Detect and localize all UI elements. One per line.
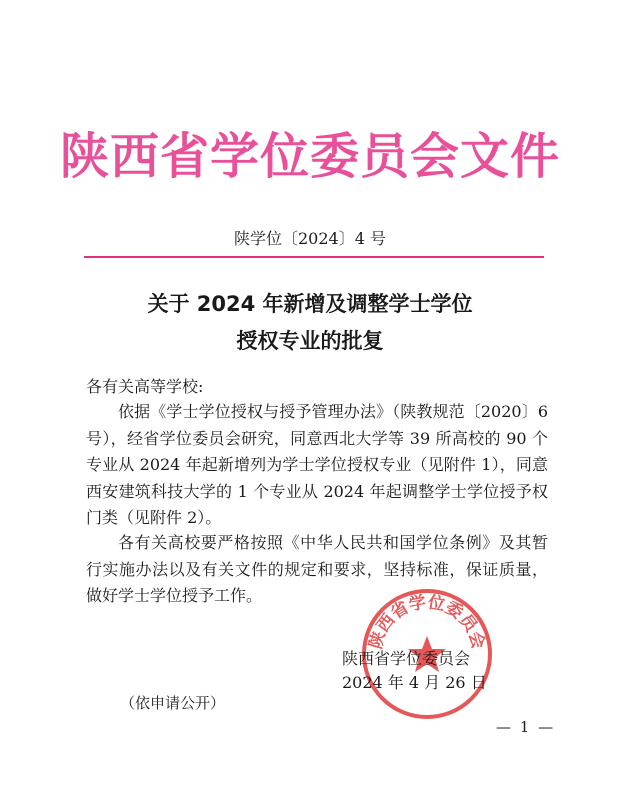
signature-organization: 陕西省学位委员会 <box>342 649 471 668</box>
body-paragraph-1: 依据《学士学位授权与授予管理办法》（陕教规范〔2020〕6 号），经省学位委员会研究，同意西北大学等 39 所高校的 90 个专业从 2024 年起新增列为学士学位授权专业（见附件 1），同意西安建筑科技大学的 1 个专业从 2024 年起调整学士学位授予权门类（见附件 2）。 <box>86 402 548 527</box>
disclosure-note: （依申请公开） <box>120 694 226 712</box>
document-title-line-2: 授权专业的批复 <box>236 329 384 353</box>
header-divider <box>84 256 544 258</box>
salutation: 各有关高等学校: <box>86 377 204 396</box>
page-number: — 1 — <box>496 718 556 736</box>
seal-text: 陕西省学位委员会 <box>365 592 489 652</box>
body-paragraph-2: 各有关高校要严格按照《中华人民共和国学位条例》及其暂行实施办法以及有关文件的规定和要求，坚持标准，保证质量，做好学士学位授予工作。 <box>86 533 548 605</box>
signature-date: 2024 年 4 月 26 日 <box>342 673 487 692</box>
document-title-line-1: 关于 2024 年新增及调整学士学位 <box>147 292 473 316</box>
document-number: 陕学位〔2024〕4 号 <box>234 229 386 248</box>
document-header-title: 陕西省学位委员会文件 <box>59 127 560 185</box>
